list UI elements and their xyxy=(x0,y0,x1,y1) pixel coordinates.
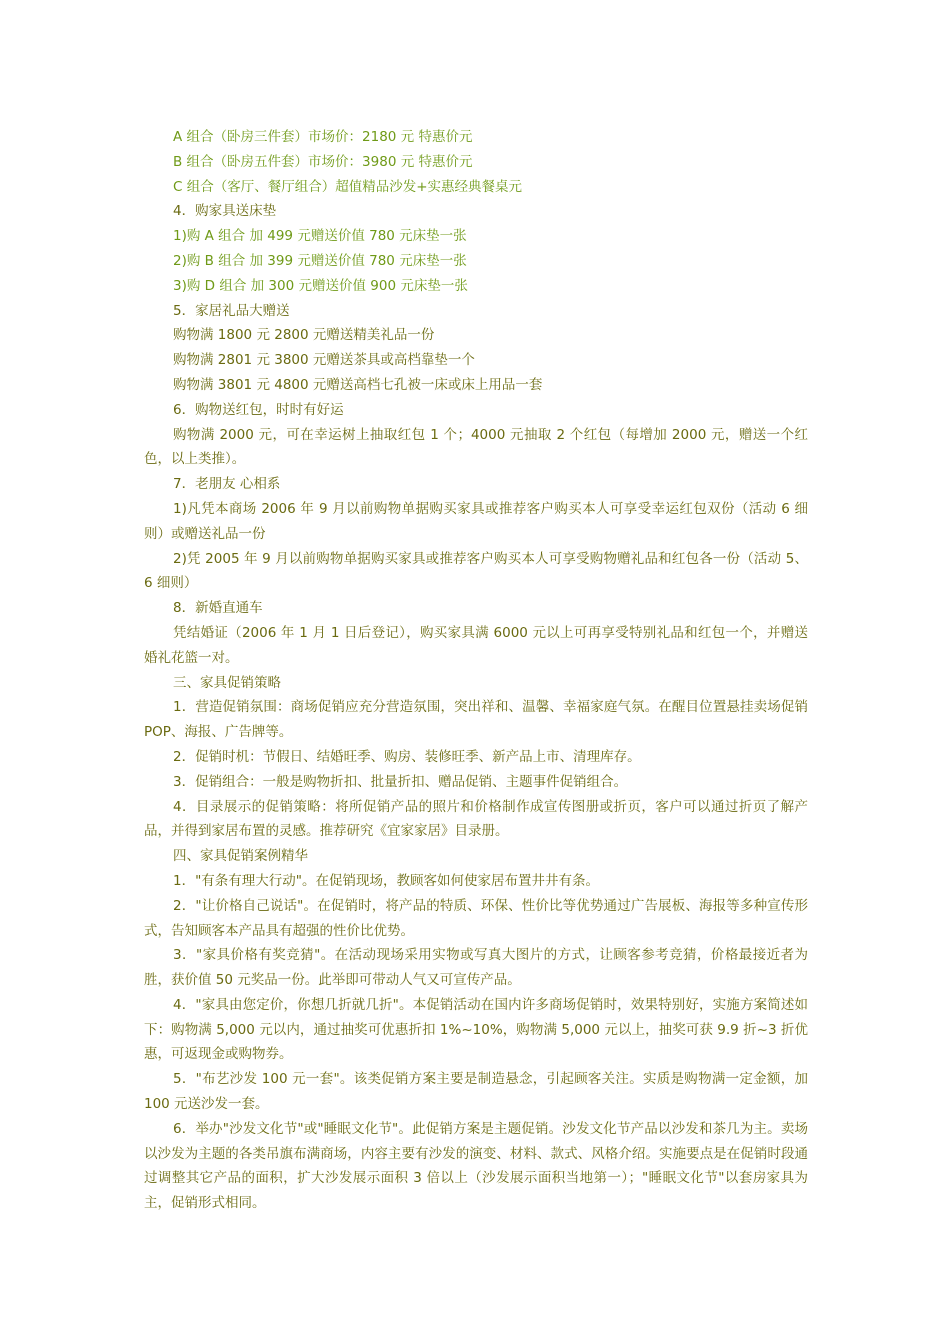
paragraph: 6．购物送红包，时时有好运 xyxy=(173,401,344,418)
paragraph: 7．老朋友 心相系 xyxy=(173,476,281,493)
paragraph: 2．促销时机：节假日、结婚旺季、购房、装修旺季、新产品上市、清理库存。 xyxy=(173,748,641,765)
paragraph: C 组合（客厅、餐厅组合）超值精品沙发+实惠经典餐桌元 xyxy=(173,178,523,195)
paragraph: 5．"布艺沙发 100 元一套"。该类促销方案主要是制造悬念，引起顾客关注。实质是购物满一定金额，加 100 元送沙发一套。 xyxy=(144,1071,808,1113)
paragraph: 4．目录展示的促销策略：将所促销产品的照片和价格制作成宣传图册或折页，客户可以通过折页了解产品，并得到家居布置的灵感。推荐研究《宜家家居》目录册。 xyxy=(144,798,808,840)
paragraph: 3)购 D 组合 加 300 元赠送价值 900 元床垫一张 xyxy=(173,277,468,294)
document-body xyxy=(144,125,808,1216)
paragraph: 1．营造促销氛围：商场促销应充分营造氛围，突出祥和、温馨、幸福家庭气氛。在醒目位置悬挂卖场促销 POP、海报、广告牌等。 xyxy=(144,699,808,741)
paragraph: 8．新婚直通车 xyxy=(173,600,263,617)
paragraph: 购物满 2000 元，可在幸运树上抽取红包 1 个；4000 元抽取 2 个红包（每增加 2000 元，赠送一个红色，以上类推）。 xyxy=(144,426,808,468)
paragraph: 5．家居礼品大赠送 xyxy=(173,302,290,319)
paragraph: 1．"有条有理大行动"。在促销现场，教顾客如何使家居布置井井有条。 xyxy=(173,872,600,889)
paragraph: 6．举办"沙发文化节"或"睡眠文化节"。此促销方案是主题促销。沙发文化节产品以沙发和茶几为主。卖场以沙发为主题的各类吊旗布满商场，内容主要有沙发的演变、材料、款式、风格介绍。实施要点是在促销时段通过调整其它产品的面积，扩大沙发展示面积 3 倍以上（沙发展示面积当地第一）；"睡眠文化节"以套房家具为主，促销形式相同。 xyxy=(144,1120,808,1212)
paragraph: 4．"家具由您定价，你想几折就几折"。本促销活动在国内许多商场促销时，效果特别好，实施方案简述如下：购物满 5,000 元以内，通过抽奖可优惠折扣 1%~10%，购物满 5,000 元以上，抽奖可获 9.9 折~3 折优惠，可返现金或购物券。 xyxy=(144,996,808,1063)
paragraph: 购物满 1800 元 2800 元赠送精美礼品一份 xyxy=(173,327,435,344)
paragraph: 购物满 3801 元 4800 元赠送高档七孔被一床或床上用品一套 xyxy=(173,376,543,393)
paragraph: 3．"家具价格有奖竞猜"。在活动现场采用实物或写真大图片的方式，让顾客参考竞猜，价格最接近者为胜，获价值 50 元奖品一份。此举即可带动人气又可宣传产品。 xyxy=(144,947,808,989)
paragraph: 四、家具促销案例精华 xyxy=(173,848,308,865)
paragraph: 2．"让价格自己说话"。在促销时，将产品的特质、环保、性价比等优势通过广告展板、海报等多种宣传形式，告知顾客本产品具有超强的性价比优势。 xyxy=(144,897,808,939)
paragraph: 1)购 A 组合 加 499 元赠送价值 780 元床垫一张 xyxy=(173,228,467,245)
paragraph: 4．购家具送床垫 xyxy=(173,203,277,220)
paragraph: 购物满 2801 元 3800 元赠送茶具或高档靠垫一个 xyxy=(173,352,475,369)
paragraph: 三、家具促销策略 xyxy=(173,674,281,691)
paragraph: 凭结婚证（2006 年 1 月 1 日后登记），购买家具满 6000 元以上可再享受特别礼品和红包一个，并赠送婚礼花篮一对。 xyxy=(144,624,808,666)
paragraph: 2)购 B 组合 加 399 元赠送价值 780 元床垫一张 xyxy=(173,252,467,269)
paragraph: A 组合（卧房三件套）市场价：2180 元 特惠价元 xyxy=(173,129,473,145)
paragraph: 3．促销组合：一般是购物折扣、批量折扣、赠品促销、主题事件促销组合。 xyxy=(173,773,628,790)
paragraph: 2)凭 2005 年 9 月以前购物单据购买家具或推荐客户购买本人可享受购物赠礼品和红包各一份（活动 5、6 细则） xyxy=(144,550,808,592)
paragraph: 1)凡凭本商场 2006 年 9 月以前购物单据购买家具或推荐客户购买本人可享受幸运红包双份（活动 6 细则）或赠送礼品一份 xyxy=(144,500,808,542)
paragraph: B 组合（卧房五件套）市场价：3980 元 特惠价元 xyxy=(173,153,473,170)
